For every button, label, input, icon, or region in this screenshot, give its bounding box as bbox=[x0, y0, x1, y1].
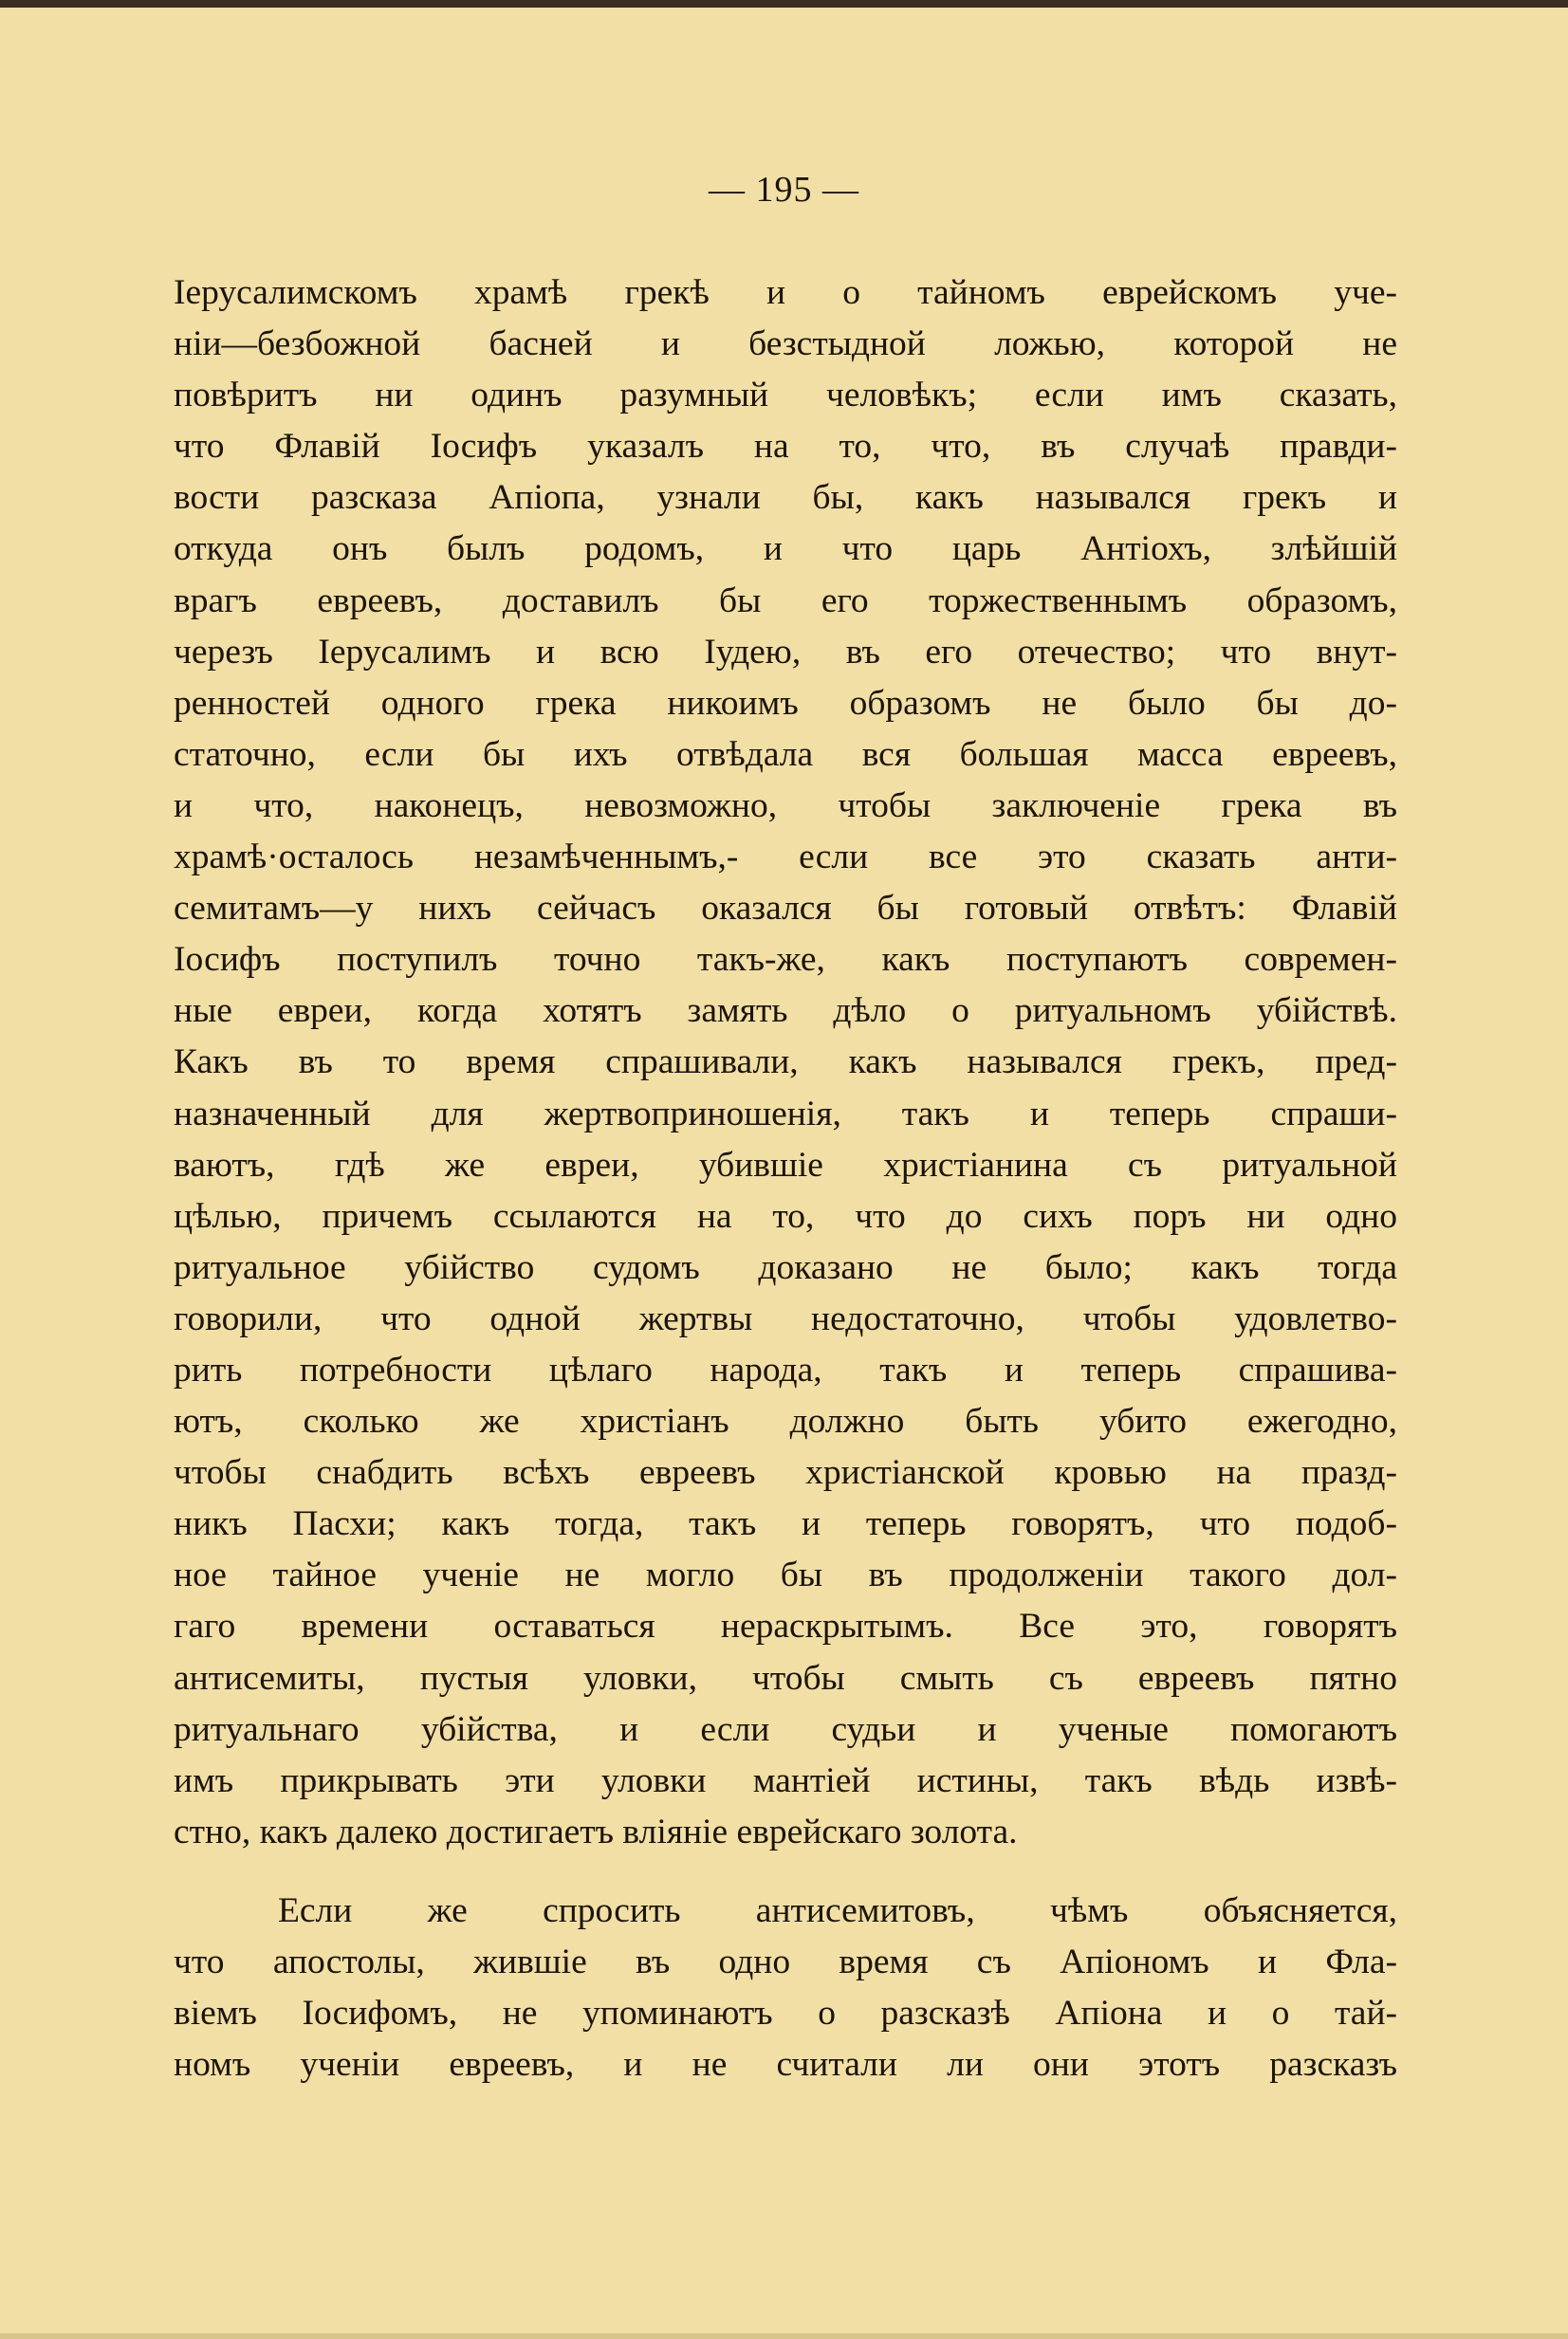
text-line: имъ прикрывать эти уловки мантіей истины, такъ вѣдь извѣ- bbox=[174, 1760, 1397, 1800]
text-line: цѣлью, причемъ ссылаются на то, что до сихъ поръ ни одно bbox=[174, 1196, 1397, 1236]
text-line: стно, какъ далеко достигаетъ вліяніе еврейскаго золота. bbox=[174, 1812, 1018, 1851]
text-line: что Флавій Іосифъ указалъ на то, что, въ случаѣ правди- bbox=[174, 427, 1397, 467]
paragraph-1 bbox=[174, 267, 1397, 1858]
text-line: ваютъ, гдѣ же евреи, убившіе христіанина съ ритуальной bbox=[174, 1145, 1397, 1185]
text-line: Какъ въ то время спрашивали, какъ назывался грекъ, пред- bbox=[174, 1042, 1397, 1082]
paragraph-gap bbox=[174, 1858, 1397, 1886]
text-line: Если же спросить антисемитовъ, чѣмъ объясняется, bbox=[278, 1890, 1397, 1930]
text-line: рить потребности цѣлаго народа, такъ и теперь спрашива- bbox=[174, 1350, 1397, 1390]
text-line: віемъ Іосифомъ, не упоминаютъ о разсказѣ Апіона и о тай- bbox=[174, 1994, 1397, 2034]
text-line: храмѣ·осталось незамѣченнымъ,- если все это сказать анти- bbox=[174, 838, 1397, 877]
text-line: ритуальнаго убійства, и если судьи и ученые помогаютъ bbox=[174, 1709, 1397, 1749]
text-line: Іосифъ поступилъ точно такъ-же, какъ поступаютъ современ- bbox=[174, 940, 1397, 980]
text-line: номъ ученіи евреевъ, и не считали ли они этотъ разсказъ bbox=[174, 2045, 1397, 2085]
text-line: никъ Пасхи; какъ тогда, такъ и теперь говорятъ, что подоб- bbox=[174, 1504, 1397, 1544]
text-line: повѣритъ ни одинъ разумный человѣкъ; если имъ сказать, bbox=[174, 376, 1397, 415]
page-bottom-edge bbox=[0, 2333, 1568, 2339]
text-line: статочно, если бы ихъ отвѣдала вся большая масса евреевъ, bbox=[174, 734, 1397, 774]
text-line: семитамъ—у нихъ сейчасъ оказался бы готовый отвѣтъ: Флавій bbox=[174, 889, 1397, 929]
text-line: ренностей одного грека никоимъ образомъ не было бы до- bbox=[174, 683, 1397, 723]
text-line: ютъ, сколько же христіанъ должно быть убито ежегодно, bbox=[174, 1402, 1397, 1442]
text-line: и что, наконецъ, невозможно, чтобы заключеніе грека въ bbox=[174, 785, 1397, 825]
text-line: Іерусалимскомъ храмѣ грекѣ и о тайномъ еврейскомъ уче- bbox=[174, 273, 1397, 312]
text-line: врагъ евреевъ, доставилъ бы его торжественнымъ образомъ, bbox=[174, 580, 1397, 620]
text-line: ные евреи, когда хотятъ замять дѣло о ритуальномъ убійствѣ. bbox=[174, 991, 1397, 1031]
paragraph-2 bbox=[174, 1886, 1397, 2090]
text-line: назначенный для жертвоприношенія, такъ и теперь спраши- bbox=[174, 1094, 1397, 1133]
text-line: ритуальное убійство судомъ доказано не было; какъ тогда bbox=[174, 1247, 1397, 1287]
text-line: гаго времени оставаться нераскрытымъ. Все это, говорятъ bbox=[174, 1607, 1397, 1647]
text-line: ное тайное ученіе не могло бы въ продолженіи такого дол- bbox=[174, 1556, 1397, 1595]
text-line: черезъ Іерусалимъ и всю Іудею, въ его отечество; что внут- bbox=[174, 632, 1397, 672]
text-line: чтобы снабдить всѣхъ евреевъ христіанской кровью на празд- bbox=[174, 1453, 1397, 1493]
text-line: ніи—безбожной басней и безстыдной ложью, которой не bbox=[174, 324, 1397, 364]
page-body bbox=[174, 267, 1397, 2090]
text-line: что апостолы, жившіе въ одно время съ Апіономъ и Фла- bbox=[174, 1943, 1397, 1981]
text-line: вости разсказа Апіопа, узнали бы, какъ назывался грекъ и bbox=[174, 478, 1397, 518]
text-line: откуда онъ былъ родомъ, и что царь Антіохъ, злѣйшій bbox=[174, 529, 1397, 569]
page-top-edge bbox=[0, 0, 1568, 8]
text-line: говорили, что одной жертвы недостаточно, чтобы удовлетво- bbox=[174, 1298, 1397, 1338]
page-number: — 195 — bbox=[709, 170, 859, 210]
text-line: антисемиты, пустыя уловки, чтобы смыть съ евреевъ пятно bbox=[174, 1658, 1397, 1698]
